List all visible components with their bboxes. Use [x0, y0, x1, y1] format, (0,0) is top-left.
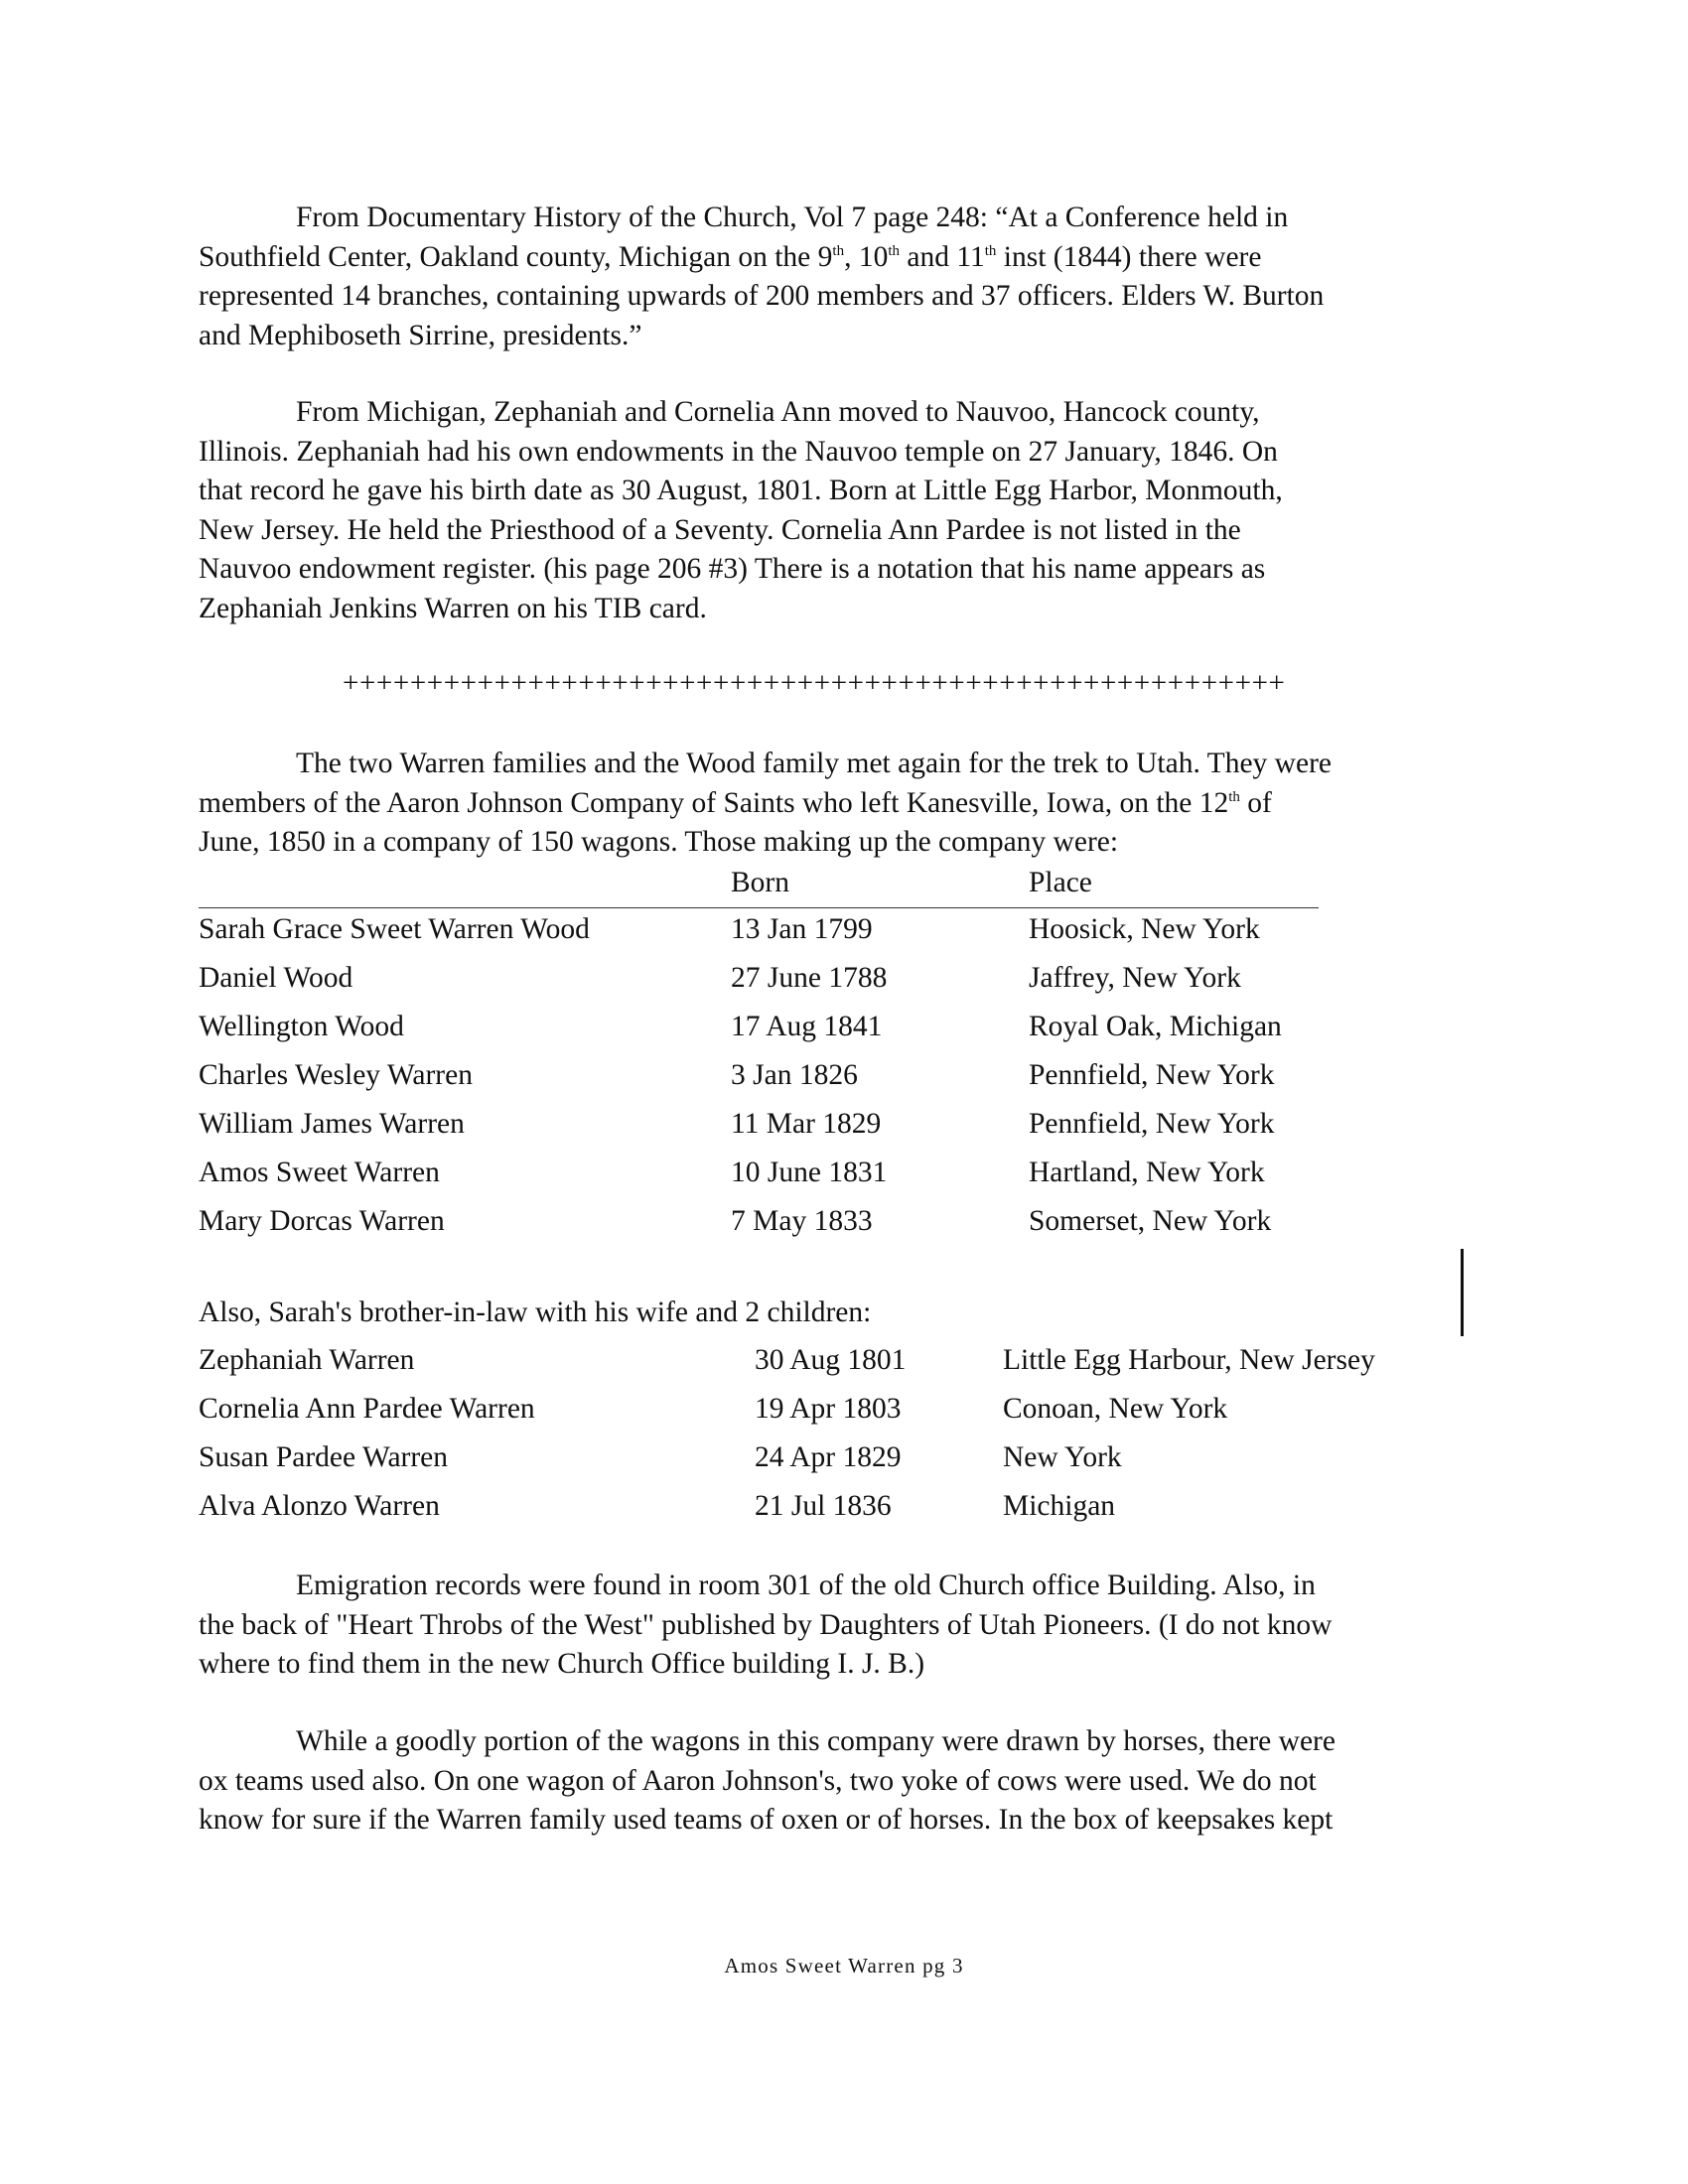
cell-place: Michigan — [1003, 1490, 1116, 1522]
text-line: From Michigan, Zephaniah and Cornelia Ann moved to Nauvoo, Hancock county, — [296, 396, 1260, 428]
cell-place: Hartland, New York — [1029, 1157, 1265, 1188]
cell-born: 27 June 1788 — [731, 962, 888, 994]
table-row — [0, 1157, 1688, 1196]
table-row — [0, 1011, 1688, 1050]
cell-place: Pennfield, New York — [1029, 1108, 1275, 1140]
text-line: New Jersey. He held the Priesthood of a Seventy. Cornelia Ann Pardee is not listed in the — [199, 513, 1241, 546]
margin-change-bar — [1461, 1249, 1464, 1336]
cell-name: Sarah Grace Sweet Warren Wood — [199, 913, 590, 945]
paragraph-trek — [199, 745, 1489, 863]
cell-born: 19 Apr 1803 — [755, 1393, 902, 1425]
table-row — [0, 1059, 1688, 1099]
ordinal-suffix: th — [832, 242, 845, 259]
page-footer: Amos Sweet Warren pg 3 — [724, 1954, 964, 1978]
cell-place: Royal Oak, Michigan — [1029, 1011, 1282, 1042]
text-line: Zephaniah Jenkins Warren on his TIB card. — [199, 592, 707, 624]
cell-born: 7 May 1833 — [731, 1205, 873, 1237]
ordinal-suffix: th — [1228, 788, 1240, 805]
table-row — [0, 1205, 1688, 1245]
cell-born: 17 Aug 1841 — [731, 1011, 883, 1042]
cell-born: 3 Jan 1826 — [731, 1059, 858, 1091]
text-line: June, 1850 in a company of 150 wagons. Those making up the company were: — [199, 826, 1119, 858]
column-header-place: Place — [1029, 867, 1092, 898]
paragraph-conference — [199, 199, 1489, 355]
column-header-born: Born — [731, 867, 789, 898]
cell-born: 10 June 1831 — [731, 1157, 888, 1188]
cell-name: Alva Alonzo Warren — [199, 1490, 440, 1522]
table-row — [0, 1344, 1688, 1384]
text-line: that record he gave his birth date as 30 August, 1801. Born at Little Egg Harbor, Monmouth, — [199, 475, 1283, 506]
table-row — [0, 1490, 1688, 1530]
cell-name: Zephaniah Warren — [199, 1344, 415, 1376]
text-line: Emigration records were found in room 301 of the old Church office Building. Also, in — [296, 1570, 1316, 1601]
text-line: ox teams used also. On one wagon of Aaron Johnson's, two yoke of cows were used. We do not — [199, 1764, 1317, 1797]
text-line: the back of "Heart Throbs of the West" published by Daughters of Utah Pioneers. (I do not know — [199, 1608, 1333, 1641]
cell-place: Somerset, New York — [1029, 1205, 1272, 1237]
cell-born: 13 Jan 1799 — [731, 913, 873, 945]
text-line — [199, 784, 1489, 824]
cell-name: William James Warren — [199, 1108, 465, 1140]
ordinal-suffix: th — [984, 242, 997, 259]
text-line: While a goodly portion of the wagons in this company were drawn by horses, there were — [296, 1725, 1336, 1757]
paragraph-wagons — [199, 1722, 1489, 1841]
cell-place: Hoosick, New York — [1029, 913, 1260, 945]
cell-name: Mary Dorcas Warren — [199, 1205, 445, 1237]
text-line: From Documentary History of the Church, Vol 7 page 248: “At a Conference held in — [296, 202, 1289, 233]
cell-name: Susan Pardee Warren — [199, 1441, 449, 1473]
text-segment: and 11 — [900, 240, 985, 273]
cell-place: Jaffrey, New York — [1029, 962, 1241, 994]
cell-name: Cornelia Ann Pardee Warren — [199, 1393, 535, 1425]
ordinal-suffix: th — [888, 242, 900, 259]
text-segment: inst (1844) there were — [996, 240, 1262, 273]
cell-born: 11 Mar 1829 — [731, 1108, 882, 1140]
table-row — [0, 1108, 1688, 1148]
text-line: Nauvoo endowment register. (his page 206 #3) There is a notation that his name appears as — [199, 553, 1266, 585]
cell-place: New York — [1003, 1441, 1122, 1473]
paragraph-nauvoo — [199, 393, 1489, 628]
text-segment: members of the Aaron Johnson Company of Saints who left Kanesville, Iowa, on the 12 — [199, 786, 1229, 819]
cell-place: Pennfield, New York — [1029, 1059, 1275, 1091]
text-line: know for sure if the Warren family used teams of oxen or of horses. In the box of keepsakes kept — [199, 1804, 1334, 1836]
text-line: represented 14 branches, containing upwards of 200 members and 37 officers. Elders W. Burton — [199, 280, 1325, 312]
table-row — [0, 962, 1688, 1002]
cell-name: Charles Wesley Warren — [199, 1059, 473, 1091]
table-row — [0, 913, 1688, 953]
cell-name: Amos Sweet Warren — [199, 1157, 440, 1188]
table-header-rule — [199, 907, 1319, 908]
table-row — [0, 1441, 1688, 1481]
text-line: where to find them in the new Church Office building I. J. B.) — [199, 1648, 925, 1680]
cell-born: 30 Aug 1801 — [755, 1344, 907, 1376]
brother-in-law-intro: Also, Sarah's brother-in-law with his wife and 2 children: — [199, 1297, 872, 1328]
text-line — [199, 238, 1489, 278]
text-segment: , 10 — [844, 240, 889, 273]
text-line: Illinois. Zephaniah had his own endowments in the Nauvoo temple on 27 January, 1846. On — [199, 435, 1278, 468]
cell-name: Daniel Wood — [199, 962, 353, 994]
text-line: and Mephiboseth Sirrine, presidents.” — [199, 319, 642, 351]
cell-place: Little Egg Harbour, New Jersey — [1003, 1344, 1375, 1376]
text-segment: Southfield Center, Oakland county, Michigan on the 9 — [199, 240, 833, 273]
section-divider: ++++++++++++++++++++++++++++++++++++++++++++++++++++++++ — [343, 667, 1286, 699]
paragraph-emigration-records — [199, 1567, 1489, 1685]
cell-born: 21 Jul 1836 — [755, 1490, 892, 1522]
cell-place: Conoan, New York — [1003, 1393, 1228, 1425]
cell-name: Wellington Wood — [199, 1011, 404, 1042]
text-segment: of — [1239, 786, 1272, 819]
text-line: The two Warren families and the Wood family met again for the trek to Utah. They were — [296, 748, 1332, 779]
cell-born: 24 Apr 1829 — [755, 1441, 902, 1473]
table-row — [0, 1393, 1688, 1433]
